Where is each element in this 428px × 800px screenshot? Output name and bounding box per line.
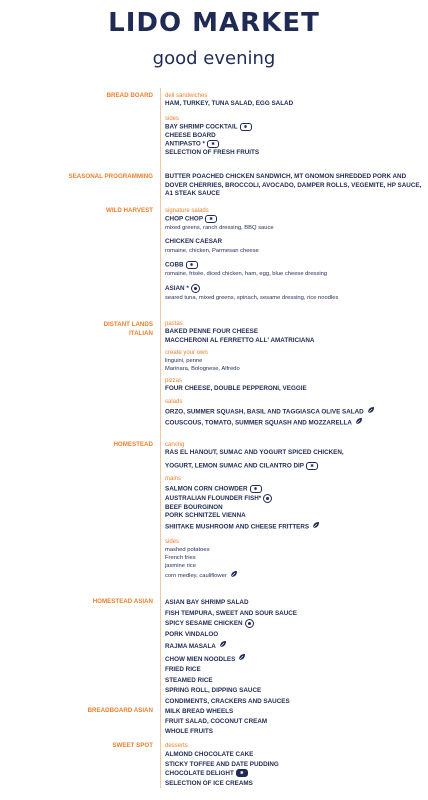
menu-item: COUSCOUS, TOMATO, SUMMER SQUASH AND MOZZARELLA [165,417,423,429]
subheading: salads [165,398,183,405]
vegetarian-leaf-icon [312,521,320,533]
menu-item: SALMON CORN CHOWDER ✱ [165,485,423,494]
subheading: pizzas [165,378,183,384]
homestead-asian-content [165,598,423,707]
spicy-dot-icon [191,284,200,293]
menu-item: RAJMA MASALA [165,640,423,653]
menu-item: FISH TEMPURA, SWEET AND SOUR SAUCE [165,609,298,617]
seafood-badge-icon: ✱ [236,769,248,777]
divider-line [160,88,161,788]
menu-item: SPRING ROLL, DIPPING SAUCE [165,687,262,695]
item-description: French fries [165,555,196,562]
menu-item: ALMOND CHOCOLATE CAKE [165,751,254,758]
menu-item: SELECTION OF FRESH FRUITS [165,149,260,157]
menu-item: PORK SCHNITZEL VIENNA [165,512,246,520]
menu-item: CHOCOLATE DELIGHT ✱ [165,769,423,779]
section-distant-lands: DISTANT LANDS [103,321,153,328]
menu-item: ANTIPASTO * ✱ [165,140,423,149]
page-subtitle: good evening [152,48,276,69]
homestead-content [165,441,423,581]
item-description: romaine, chicken, Parmesan cheese [165,247,259,254]
menu-item: STEAMED RICE [165,676,213,684]
seafood-badge-icon: ✱ [205,215,217,223]
page-title: LIDO MARKET [108,8,320,38]
subheading: sides [165,115,180,122]
section-bread-board: BREAD BOARD [106,92,153,99]
menu-item: CONDIMENTS, CRACKERS AND SAUCES [165,697,290,705]
menu-item: RAS EL HANOUT, SUMAC AND YOGURT SPICED CHICKEN, [165,449,344,456]
subheading: pastas [165,321,183,327]
seafood-badge-icon: ✱ [186,261,198,269]
menu-item: FRIED RICE [165,666,201,674]
subheading: mains [165,475,182,482]
vegetarian-leaf-icon [230,570,238,581]
item-description: romaine, frisée, diced chicken, ham, egg, blue cheese dressing [165,270,328,277]
section-sweet-spot: SWEET SPOT [112,742,153,749]
menu-item: BUTTER POACHED CHICKEN SANDWICH, MT GNOMON SHREDDED PORK AND DOVER CHERRIES, BROCCOLI, AVOCADO, DAMPER ROLLS, VEGEMITE, HP SAUCE, A1 STEAK SAUCE [165,173,422,197]
item-description: Marinara, Bolognese, Alfredo [165,366,240,372]
subheading: carving [165,442,185,448]
menu-item: WHOLE FRUITS [165,728,213,735]
item-description: jasmine rice [165,563,196,570]
seasonal-content [165,173,423,199]
seafood-badge-icon: ✱ [250,485,262,493]
subheading: desserts [165,743,188,749]
menu-item: BEEF BOURGINON [165,503,223,511]
subheading: deli sandwiches [165,93,208,99]
menu-item: AUSTRALIAN FLOUNDER FISH* [165,494,423,504]
menu-item: ASIAN * [165,284,423,294]
section-breadboard-asian: BREADBOARD ASIAN [87,707,153,714]
menu-item: STICKY TOFFEE AND DATE PUDDING [165,760,279,768]
section-homestead: HOMESTEAD [113,441,153,448]
breadboard-asian-content [165,707,423,737]
menu-item: HAM, TURKEY, TUNA SALAD, EGG SALAD [165,100,294,107]
bread-board-content [165,92,423,158]
menu-item: CHOP CHOP ✱ [165,215,423,224]
menu-item: CHICKEN CAESAR [165,238,223,246]
subheading: sides [165,539,180,546]
section-homestead-asian: HOMESTEAD ASIAN [92,598,153,605]
item-description: mixed greens, ranch dressing, BBQ sauce [165,225,274,232]
menu-item: SHIITAKE MUSHROOM AND CHEESE FRITTERS [165,521,423,533]
section-seasonal-programming: SEASONAL PROGRAMMING [68,173,153,180]
menu-item: CHOW MIEN NOODLES [165,653,423,666]
seafood-badge-icon: ✱ [207,140,219,148]
item-description: linguini, penne [165,358,203,364]
item-description: corn medley, cauliflower [165,570,423,581]
spicy-dot-icon [245,619,254,628]
vegetarian-leaf-icon [355,417,363,429]
seafood-badge-icon: ✱ [240,123,252,131]
menu-item: ORZO, SUMMER SQUASH, BASIL AND TAGGIASCA OLIVE SALAD [165,406,423,418]
menu-item: SPICY SESAME CHICKEN [165,619,423,630]
vegetarian-leaf-icon [238,653,246,666]
menu-item: MILK BREAD WHEELS [165,708,234,715]
menu-item: FOUR CHEESE, DOUBLE PEPPERONI, VEGGIE [165,385,307,392]
menu-item: COBB ✱ [165,261,423,270]
item-description: seared tuna, mixed greens, spinach, sesame dressing, rice noodles [165,294,339,301]
section-wild-harvest: WILD HARVEST [106,207,153,214]
item-description: mashed potatoes [165,547,210,554]
seafood-badge-icon: ✱ [306,462,318,470]
menu-item: MACCHERONI AL FERRETTO ALL' AMATRICIANA [165,336,315,344]
menu-item: CHEESE BOARD [165,131,216,139]
vegetarian-leaf-icon [367,406,375,418]
wild-harvest-content [165,207,423,302]
menu-item: BAKED PENNE FOUR CHEESE [165,328,259,335]
subheading: signature salads [165,208,209,214]
section-italian: ITALIAN [129,330,153,337]
menu-item: YOGURT, LEMON SUMAC AND CILANTRO DIP ✱ [165,462,423,471]
menu-item: BAY SHRIMP COCKTAIL ✱ [165,123,423,132]
menu-item: SELECTION OF ICE CREAMS [165,779,253,787]
spicy-dot-icon [263,494,272,503]
subheading: create your own [165,350,208,356]
vegetarian-leaf-icon [219,640,227,653]
menu-item: FRUIT SALAD, COCONUT CREAM [165,718,268,725]
menu-item: PORK VINDALOO [165,630,219,638]
sweet-spot-content [165,742,423,788]
italian-content [165,320,423,429]
menu-item: ASIAN BAY SHRIMP SALAD [165,599,249,606]
